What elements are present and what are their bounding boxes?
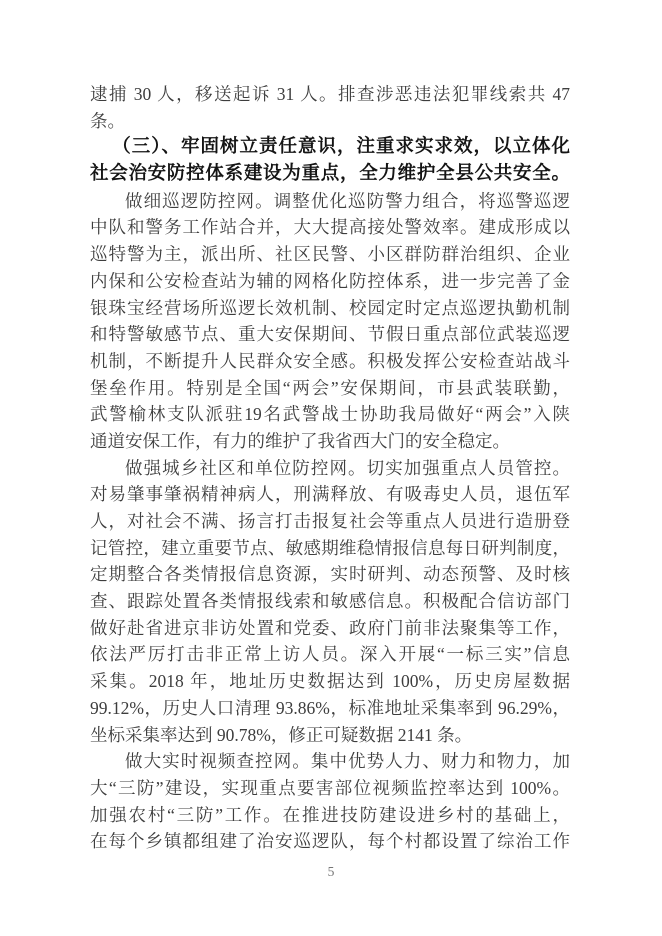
text-line: 武警榆林支队派驻19名武警战士协助我局做好“两会”入陕 xyxy=(90,404,570,425)
text-line: 条。 xyxy=(90,110,125,131)
text-line: 加强农村“三防”工作。在推进技防建设进乡村的基础上， xyxy=(90,804,570,825)
text-line: 对易肇事肇祸精神病人，刑满释放、有吸毒史人员，退伍军 xyxy=(90,484,570,505)
text-line: 采集。2018 年，地址历史数据达到 100%，历史房屋数据 xyxy=(90,671,570,692)
text-line: 银珠宝经营场所巡逻长效机制、校园定时定点巡逻执勤机制 xyxy=(90,297,570,318)
page-number: 5 xyxy=(327,864,335,879)
text-line: 巡特警为主，派出所、社区民警、小区群防群治组织、企业 xyxy=(90,244,570,265)
heading-line: 社会治安防控体系建设为重点，全力维护全县公共安全。 xyxy=(90,164,570,185)
text-line: 和特警敏感节点、重大安保期间、节假日重点部位武装巡逻 xyxy=(90,324,570,345)
text-line: 依法严厉打击非正常上访人员。深入开展“一标三实”信息 xyxy=(90,644,570,665)
text-line: 记管控，建立重要节点、敏感期维稳情报信息每日研判制度， xyxy=(90,537,570,558)
text-line: 做好赴省进京非访处置和党委、政府门前非法聚集等工作， xyxy=(90,617,570,638)
text-line: 99.12%，历史人口清理 93.86%，标准地址采集率到 96.29%， xyxy=(90,697,570,718)
text-line: 定期整合各类情报信息资源，实时研判、动态预警、及时核 xyxy=(90,564,570,585)
heading-line: （三）、牢固树立责任意识，注重求实求效，以立体化 xyxy=(112,137,570,158)
text-line: 查、跟踪处置各类情报线索和敏感信息。积极配合信访部门 xyxy=(90,591,570,612)
document-body xyxy=(90,81,570,855)
text-line: 大“三防”建设，实现重点要害部位视频监控率达到 100%。 xyxy=(90,777,570,798)
text-line: 坐标采集率达到 90.78%，修正可疑数据 2141 条。 xyxy=(90,724,473,745)
paragraph-start-line: 做细巡逻防控网。调整优化巡防警力组合，将巡警巡逻 xyxy=(125,190,570,211)
text-line: 人，对社会不满、扬言打击报复社会等重点人员进行造册登 xyxy=(90,511,570,531)
text-line: 逮捕 30 人，移送起诉 31 人。排查涉恶违法犯罪线索共 47 xyxy=(90,84,570,104)
text-line: 堡垒作用。特别是全国“两会”安保期间，市县武装联勤， xyxy=(90,377,570,398)
paragraph-start-line: 做大实时视频查控网。集中优势人力、财力和物力，加 xyxy=(125,751,570,772)
text-line: 通道安保工作，有力的维护了我省西大门的安全稳定。 xyxy=(90,430,510,451)
text-line: 中队和警务工作站合并，大大提高接处警效率。建成形成以 xyxy=(90,217,570,238)
paragraph-start-line: 做强城乡社区和单位防控网。切实加强重点人员管控。 xyxy=(125,457,570,478)
text-line: 内保和公安检查站为辅的网格化防控体系，进一步完善了金 xyxy=(90,270,570,291)
text-line: 在每个乡镇都组建了治安巡逻队，每个村都设置了综治工作 xyxy=(90,831,570,852)
text-line: 机制，不断提升人民群众安全感。积极发挥公安检查站战斗 xyxy=(90,350,570,371)
